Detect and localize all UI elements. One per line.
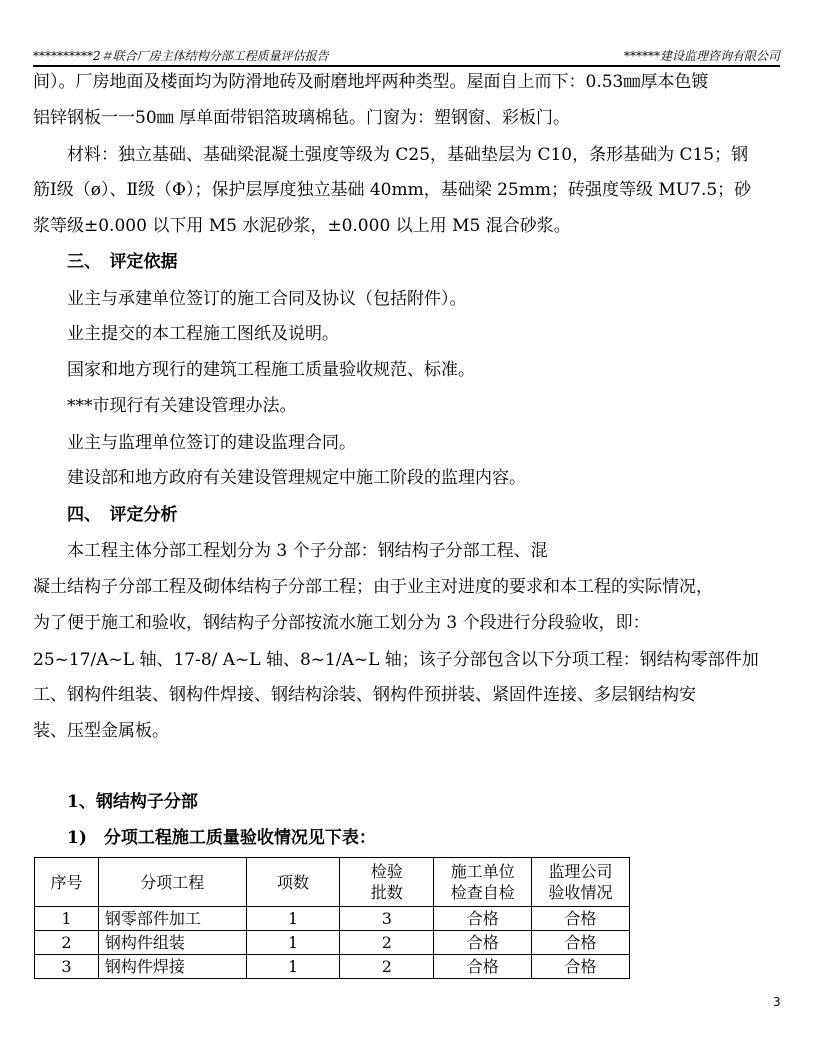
cell-count: 1 <box>246 907 340 931</box>
acceptance-table <box>34 857 630 979</box>
cell-count: 1 <box>246 955 340 979</box>
subsection-heading: 1、钢结构子分部 <box>33 792 198 812</box>
col-header-contractor-check: 施工单位 检查自检 <box>434 858 532 907</box>
body-line: 本工程主体分部工程划分为 3 个子分部：钢结构子分部工程、混 <box>33 541 548 561</box>
page-number: 3 <box>773 995 781 1009</box>
cell-batches: 2 <box>340 931 434 955</box>
col-header-item: 分项工程 <box>98 858 246 907</box>
body-line: 业主提交的本工程施工图纸及说明。 <box>33 324 339 344</box>
body-line: 材料：独立基础、基础梁混凝土强度等级为 C25，基础垫层为 C10，条形基础为 C15；钢 <box>33 145 749 165</box>
table-row <box>35 907 630 931</box>
body-line: 25~17/A~L 轴、17-8/ A~L 轴、8~1/A~L 轴；该子分部包含以下分项工程：钢结构零部件加 <box>33 650 759 670</box>
col-header-index: 序号 <box>35 858 99 907</box>
cell-index: 1 <box>35 907 99 931</box>
body-line: 国家和地方现行的建筑工程施工质量验收规范、标准。 <box>33 360 475 380</box>
body-line: 凝土结构子分部工程及砌体结构子分部工程；由于业主对进度的要求和本工程的实际情况， <box>33 577 713 597</box>
cell-contractor-check: 合格 <box>434 907 532 931</box>
body-line: 浆等级±0.000 以下用 M5 水泥砂浆，±0.000 以上用 M5 混合砂浆。 <box>33 216 571 236</box>
cell-item: 钢构件焊接 <box>98 955 246 979</box>
section-heading: 三、 评定依据 <box>33 252 178 272</box>
table-row <box>35 955 630 979</box>
page-header <box>33 47 780 65</box>
cell-index: 2 <box>35 931 99 955</box>
body-line: 筋Ⅰ级（ø）、Ⅱ级（Φ）；保护层厚度独立基础 40mm，基础梁 25mm；砖强度等级 MU7.5；砂 <box>33 180 752 200</box>
cell-batches: 3 <box>340 907 434 931</box>
body-line: 建设部和地方政府有关建设管理规定中施工阶段的监理内容。 <box>33 468 526 488</box>
table-header-row <box>35 858 630 907</box>
table-row <box>35 931 630 955</box>
cell-batches: 2 <box>340 955 434 979</box>
body-line: 铝锌钢板一一50㎜ 厚单面带铝箔玻璃棉毡。门窗为：塑钢窗、彩板门。 <box>33 108 571 128</box>
body-line: 工、钢构件组装、钢构件焊接、钢结构涂装、钢构件预拼装、紧固件连接、多层钢结构安 <box>33 685 696 705</box>
section-heading: 四、 评定分析 <box>33 505 178 525</box>
body-line: 装、压型金属板。 <box>33 721 169 741</box>
cell-index: 3 <box>35 955 99 979</box>
body-line: 业主与承建单位签订的施工合同及协议（包括附件）。 <box>33 289 467 309</box>
subsection-heading: 1) 分项工程施工质量验收情况见下表： <box>33 828 376 848</box>
body-line: ***市现行有关建设管理办法。 <box>33 396 297 416</box>
cell-item: 钢零部件加工 <box>98 907 246 931</box>
header-company-name: ******建设监理咨询有限公司 <box>623 49 780 63</box>
cell-count: 1 <box>246 931 340 955</box>
col-header-count: 项数 <box>246 858 340 907</box>
col-header-batches: 检验 批数 <box>340 858 434 907</box>
cell-contractor-check: 合格 <box>434 955 532 979</box>
cell-supervisor-check: 合格 <box>532 907 630 931</box>
cell-supervisor-check: 合格 <box>532 931 630 955</box>
body-line: 间）。厂房地面及楼面均为防滑地砖及耐磨地坪两种类型。屋面自上而下：0.53㎜厚本色镀 <box>33 72 709 92</box>
body-line: 为了便于施工和验收，钢结构子分部按流水施工划分为 3 个段进行分段验收，即： <box>33 613 650 633</box>
cell-contractor-check: 合格 <box>434 931 532 955</box>
header-divider <box>33 65 780 67</box>
header-report-title: **********2＃联合厂房主体结构分部工程质量评估报告 <box>33 49 329 63</box>
col-header-supervisor-check: 监理公司 验收情况 <box>532 858 630 907</box>
cell-supervisor-check: 合格 <box>532 955 630 979</box>
cell-item: 钢构件组装 <box>98 931 246 955</box>
body-line: 业主与监理单位签订的建设监理合同。 <box>33 433 356 453</box>
